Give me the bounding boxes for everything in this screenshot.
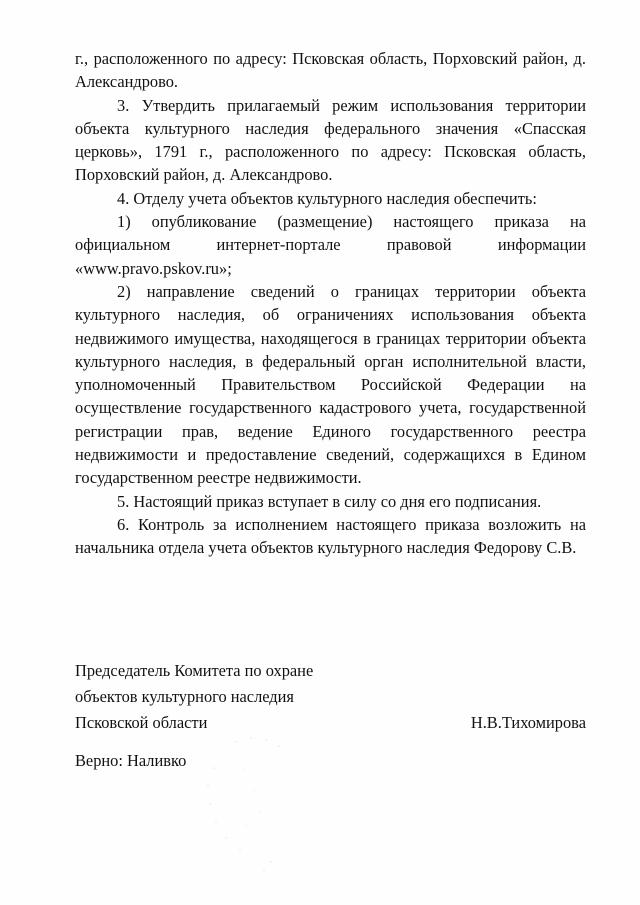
signatory-position-line-3: Псковской области <box>75 713 208 732</box>
paragraph-item-5: 5. Настоящий приказ вступает в силу со дня его подписания. <box>117 491 542 511</box>
paragraph-item-4-1: 1) опубликование (размещение) настоящего приказа на официальном интернет-портале правовой информации «www.pravo.pskov.ru»; <box>75 212 586 278</box>
certification-note: Верно: Наливко <box>75 751 187 770</box>
paragraph-continuation: г., расположенного по адресу: Псковская область, Порховский район, д. Александрово. <box>75 49 586 92</box>
paragraph-item-4: 4. Отделу учета объектов культурного наследия обеспечить: <box>117 188 537 208</box>
signatory-name: Н.В.Тихомирова <box>470 713 586 732</box>
signatory-position-line-2: объектов культурного наследия <box>75 687 294 706</box>
faint-stamp-mark <box>196 730 306 880</box>
paragraph-item-6: 6. Контроль за исполнением настоящего приказа возложить на начальника отдела учета объектов культурного наследия Федорову С.В. <box>75 514 586 558</box>
document-body <box>75 47 586 560</box>
paragraph-item-4-2: 2) направление сведений о границах территории объекта культурного наследия, об ограничениях использования объекта недвижимого имущества, находящегося в границах территории объекта культурного наследия, в федеральный орган исполнительной власти, уполномоченный Правительством Российской Федерации на осуществление государственного кадастрового учета, государственной регистрации прав, ведение Единого государственного реестра недвижимости и предоставление сведений, содержащихся в Едином государственном реестре недвижимости. <box>75 281 586 488</box>
signatory-position-line-1: Председатель Комитета по охране <box>75 661 314 680</box>
signature-block <box>75 658 586 736</box>
signatory-row <box>75 710 586 736</box>
paragraph-item-3: 3. Утвердить прилагаемый режим использования территории объекта культурного наследия федерального значения «Спасская церковь», 1791 г., расположенного по адресу: Псковская область, Порховский район, д. Александрово. <box>75 95 586 185</box>
